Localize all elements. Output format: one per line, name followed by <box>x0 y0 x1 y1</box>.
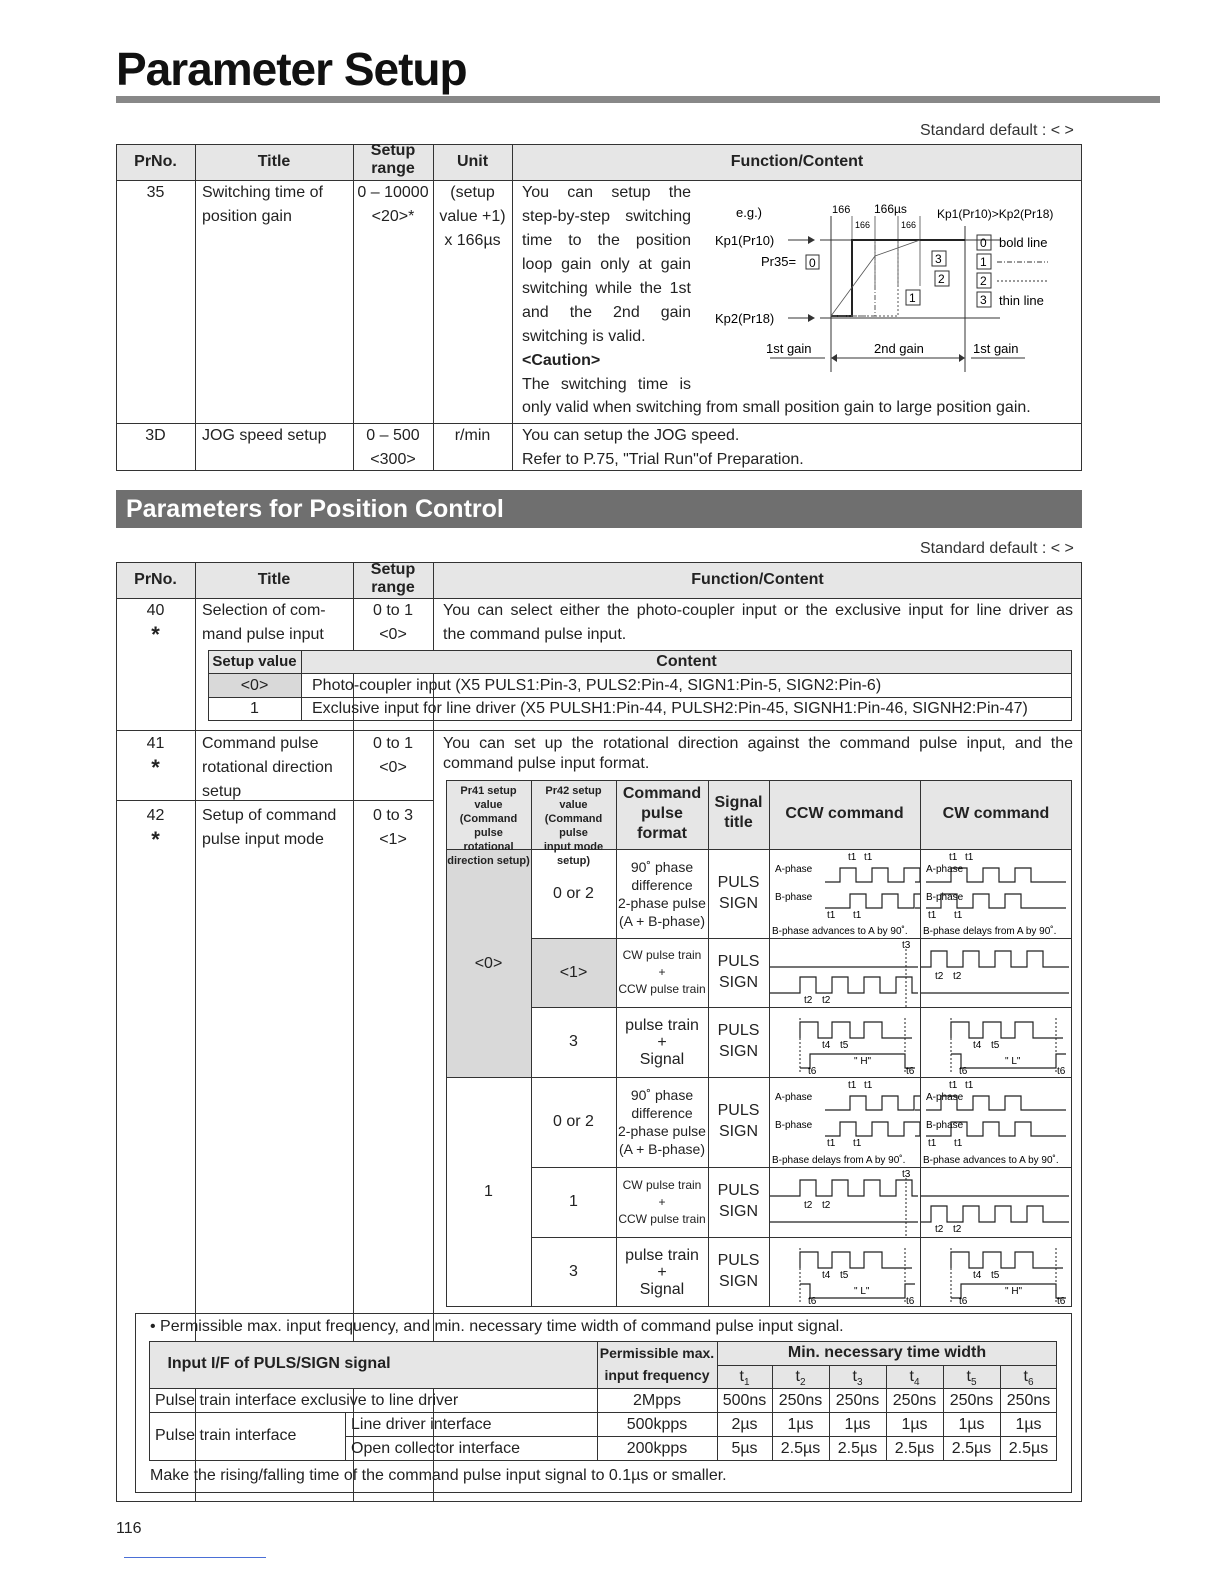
time-width-value: 5µs <box>731 1440 758 1457</box>
b-phase-label: B-phase <box>775 892 813 903</box>
time-width-value: 2.5µs <box>780 1440 821 1457</box>
time-column-header: $t_5$ <box>966 1368 977 1389</box>
svg-text:thin line: thin line <box>999 293 1044 308</box>
svg-text:3: 3 <box>980 293 987 307</box>
pr42-value: 3 <box>569 1263 578 1280</box>
svg-text:166: 166 <box>901 220 917 230</box>
row35-title: Switching time of position gain <box>202 184 323 225</box>
freq-row1-freq: 2Mpps <box>632 1392 682 1409</box>
pr41-group-1: 1 <box>484 1183 493 1200</box>
t6-label: t6 <box>808 1066 817 1077</box>
pr42-value: 1 <box>569 1193 578 1210</box>
t1-label: t1 <box>954 910 963 921</box>
sub-header-content: Content <box>656 653 717 670</box>
col-header-prno: PrNo. <box>134 153 177 170</box>
level-label: " H" <box>1005 1286 1023 1297</box>
pr42-value: 0 or 2 <box>553 1113 594 1130</box>
t6-label: t6 <box>1057 1296 1066 1307</box>
time-width-value: 250ns <box>835 1392 880 1409</box>
inner-header-ccw: CCW command <box>785 805 904 822</box>
svg-text:Pr35=: Pr35= <box>761 254 797 269</box>
inner-header-pr42: Pr42 setup value (Command pulse input mode setup) <box>543 785 604 867</box>
t2-label: t2 <box>953 1224 962 1235</box>
phase-caption: B-phase delays from A by 90˚. <box>923 926 1057 937</box>
freq-group-name: Pulse train interface <box>155 1427 297 1444</box>
freq-row2-name: Line driver interface <box>351 1416 492 1433</box>
time-width-value: 2µs <box>731 1416 758 1433</box>
row35-description: You can setup the step-by-step switching time to the position loop gain only at gain switching while the 1st and the 2nd gain switching is valid. <Caution> The switching time is <box>522 184 691 393</box>
row3d-range: 0 – 500 <300> <box>366 427 420 468</box>
svg-text:0: 0 <box>980 236 987 250</box>
svg-text:1st gain: 1st gain <box>973 341 1019 356</box>
ccw-waveform <box>770 939 920 1007</box>
freq-row2-freq: 500kpps <box>626 1416 688 1433</box>
freq-header-min-time: Min. necessary time width <box>787 1344 987 1361</box>
svg-text:bold line: bold line <box>999 235 1048 250</box>
svg-text:Kp2(Pr18): Kp2(Pr18) <box>715 311 775 326</box>
t1-label: t1 <box>864 852 873 863</box>
freq-row3-name: Open collector interface <box>351 1440 520 1457</box>
svg-text:Kp1(Pr10): Kp1(Pr10) <box>715 233 775 248</box>
time-column-header: $t_3$ <box>852 1368 863 1389</box>
footer-line <box>124 1557 266 1558</box>
time-width-value: 250ns <box>949 1392 994 1409</box>
signal-title: PULS SIGN <box>717 1102 760 1140</box>
t6-label: t6 <box>906 1296 915 1307</box>
col-header-setup-2: Setup range <box>370 561 416 596</box>
command-pulse-format: 90˚ phase difference 2-phase pulse (A + B-phase) <box>618 1087 706 1157</box>
time-width-value: 250ns <box>892 1392 937 1409</box>
svg-text:2: 2 <box>938 272 945 286</box>
t1-label: t1 <box>864 1080 873 1091</box>
a-phase-label: A-phase <box>926 1092 964 1103</box>
time-width-value: 2.5µs <box>1008 1440 1049 1457</box>
t1-label: t1 <box>827 910 836 921</box>
time-column-header: $t_2$ <box>795 1368 806 1389</box>
t1-label: t1 <box>965 1080 974 1091</box>
command-pulse-format: pulse train + Signal <box>625 1246 699 1298</box>
sub-row-content: Photo-coupler input (X5 PULS1:Pin-3, PULS2:Pin-4, SIGN1:Pin-5, SIGN2:Pin-6) <box>312 677 882 694</box>
time-column-header: $t_4$ <box>909 1368 920 1389</box>
t5-label: t5 <box>991 1040 1000 1051</box>
row3d-title: JOG speed setup <box>202 427 327 444</box>
freq-row3-freq: 200kpps <box>626 1440 688 1457</box>
phase-caption: B-phase delays from A by 90˚. <box>772 1155 906 1166</box>
t1-label: t1 <box>949 852 958 863</box>
t4-label: t4 <box>822 1270 831 1281</box>
pr42-value: 3 <box>569 1033 578 1050</box>
level-label: " H" <box>854 1056 872 1067</box>
t2-label: t2 <box>822 995 831 1006</box>
gain-switching-diagram <box>700 196 1080 376</box>
signal-title: PULS SIGN <box>717 1252 760 1290</box>
t1-label: t1 <box>928 1138 937 1149</box>
command-pulse-format: CW pulse train + CCW pulse train <box>618 948 706 996</box>
row40-title: Selection of com- mand pulse input <box>202 602 326 643</box>
row40-range: 0 to 1 <0> <box>372 602 414 643</box>
t5-label: t5 <box>840 1040 849 1051</box>
t4-label: t4 <box>822 1040 831 1051</box>
cw-waveform <box>921 850 1071 938</box>
svg-text:166: 166 <box>855 220 871 230</box>
col-header-function: Function/Content <box>730 153 864 170</box>
row35-prno: 35 <box>146 184 165 201</box>
time-width-value: 2.5µs <box>894 1440 935 1457</box>
time-width-value: 1µs <box>901 1416 928 1433</box>
svg-text:166µs: 166µs <box>874 202 907 216</box>
command-pulse-format: pulse train + Signal <box>625 1016 699 1068</box>
time-width-value: 250ns <box>1006 1392 1051 1409</box>
time-width-value: 1µs <box>844 1416 871 1433</box>
svg-text:2: 2 <box>980 274 987 288</box>
col-header-setup: Setup range <box>370 142 416 177</box>
standard-default-note-2: Standard default : < > <box>920 540 1074 557</box>
time-width-value: 2.5µs <box>951 1440 992 1457</box>
row41-description: You can set up the rotational direction against the command pulse input, and the command pulse input format. <box>443 735 1073 772</box>
svg-text:3: 3 <box>935 252 942 266</box>
row41-prno: 41 * <box>146 735 165 780</box>
t5-label: t5 <box>840 1270 849 1281</box>
t1-label: t1 <box>928 910 937 921</box>
signal-title: PULS SIGN <box>717 952 760 991</box>
row42-title: Setup of command pulse input mode <box>202 807 337 848</box>
time-width-value: 1µs <box>1015 1416 1042 1433</box>
time-width-value: 1µs <box>787 1416 814 1433</box>
t1-label: t1 <box>954 1138 963 1149</box>
row41-range: 0 to 1 <0> <box>372 735 414 776</box>
cw-waveform <box>921 1238 1071 1307</box>
inner-header-pr41: Pr41 setup value (Command pulse rotational direction setup) <box>447 785 530 867</box>
svg-text:166: 166 <box>832 204 851 216</box>
pr42-value: 0 or 2 <box>553 884 594 902</box>
freq-row1-name: Pulse train interface exclusive to line driver <box>155 1392 459 1409</box>
sub-row-content: Exclusive input for line driver (X5 PULSH1:Pin-44, PULSH2:Pin-45, SIGNH1:Pin-46, SIGNH2:Pin-47) <box>312 700 1028 717</box>
signal-title: PULS SIGN <box>717 1182 760 1220</box>
t6-label: t6 <box>959 1066 968 1077</box>
t1-label: t1 <box>853 1138 862 1149</box>
t2-label: t2 <box>935 1224 944 1235</box>
a-phase-label: A-phase <box>775 864 813 875</box>
command-pulse-format: 90˚ phase difference 2-phase pulse (A + B-phase) <box>618 858 706 929</box>
t6-label: t6 <box>808 1296 817 1307</box>
svg-text:1: 1 <box>980 255 987 269</box>
ccw-waveform <box>770 850 920 938</box>
svg-text:Kp1(Pr10)>Kp2(Pr18): Kp1(Pr10)>Kp2(Pr18) <box>937 207 1054 221</box>
inner-header-cw: CW command <box>942 805 1050 822</box>
standard-default-note: Standard default : < > <box>920 122 1074 139</box>
time-column-header: $t_6$ <box>1023 1368 1034 1389</box>
inner-header-signal: Signal title <box>714 794 763 831</box>
col-header-prno-2: PrNo. <box>134 571 177 588</box>
t1-label: t1 <box>853 910 862 921</box>
col-header-title: Title <box>257 153 291 170</box>
inner-header-command-format: Command pulse format <box>622 785 702 842</box>
page-number: 116 <box>116 1520 142 1537</box>
row35-range: 0 – 10000 <20>* <box>357 184 429 225</box>
freq-header-permissible: Permissible max. input frequency <box>599 1345 715 1383</box>
frequency-intro: • Permissible max. input frequency, and min. necessary time width of command pulse input signal. <box>150 1318 844 1335</box>
t2-label: t2 <box>804 995 813 1006</box>
title-rule <box>116 96 1160 103</box>
time-column-header: $t_1$ <box>739 1368 750 1389</box>
signal-title: PULS SIGN <box>717 873 760 912</box>
t6-label: t6 <box>959 1296 968 1307</box>
row40-description: You can select either the photo-coupler input or the exclusive input for line driver as the command pulse input. <box>443 602 1073 643</box>
row35-unit: (setup value +1) x 166µs <box>439 184 506 249</box>
cw-waveform <box>921 1168 1071 1237</box>
level-label: " L" <box>1005 1056 1021 1067</box>
cw-waveform <box>921 1008 1071 1077</box>
col-header-unit: Unit <box>456 153 489 170</box>
pr42-value: <1> <box>559 963 588 981</box>
section-title: Parameters for Position Control <box>116 490 1082 528</box>
svg-text:e.g.): e.g.) <box>736 205 763 220</box>
a-phase-label: A-phase <box>926 864 964 875</box>
level-label: " L" <box>854 1286 870 1297</box>
ccw-waveform <box>770 1078 920 1167</box>
row3d-prno: 3D <box>145 427 166 444</box>
ccw-waveform <box>770 1008 920 1077</box>
frequency-note: Make the rising/falling time of the command pulse input signal to 0.1µs or smaller. <box>150 1467 727 1484</box>
phase-caption: B-phase advances to A by 90˚. <box>923 1155 1059 1166</box>
row42-range: 0 to 3 <1> <box>372 807 414 848</box>
t2-label: t2 <box>953 971 962 982</box>
row41-title: Command pulse rotational direction setup <box>202 735 333 800</box>
svg-text:0: 0 <box>809 256 816 270</box>
row40-prno: 40 * <box>146 602 165 647</box>
t4-label: t4 <box>973 1040 982 1051</box>
t1-label: t1 <box>949 1080 958 1091</box>
freq-header-interface: Input I/F of PULS/SIGN signal <box>167 1355 391 1372</box>
time-width-value: 2.5µs <box>837 1440 878 1457</box>
b-phase-label: B-phase <box>926 1120 964 1131</box>
sub-header-setup-value: Setup value <box>212 653 297 670</box>
time-width-value: 250ns <box>778 1392 823 1409</box>
cw-waveform <box>921 1078 1071 1167</box>
b-phase-label: B-phase <box>775 1120 813 1131</box>
t6-label: t6 <box>1057 1066 1066 1077</box>
signal-title: PULS SIGN <box>717 1022 760 1060</box>
svg-text:1: 1 <box>909 291 916 305</box>
t2-label: t2 <box>822 1200 831 1211</box>
t3-label: t3 <box>902 940 911 951</box>
pr41-group-0: <0> <box>474 955 503 972</box>
col-header-function-2: Function/Content <box>691 571 824 588</box>
t1-label: t1 <box>848 852 857 863</box>
t2-label: t2 <box>935 971 944 982</box>
t4-label: t4 <box>973 1270 982 1281</box>
sub-row-value: 1 <box>250 700 259 717</box>
row42-prno: 42 * <box>146 807 165 852</box>
a-phase-label: A-phase <box>775 1092 813 1103</box>
phase-caption: B-phase advances to A by 90˚. <box>772 926 908 937</box>
t3-label: t3 <box>902 1169 911 1180</box>
row3d-unit: r/min <box>454 427 491 444</box>
t2-label: t2 <box>804 1200 813 1211</box>
t1-label: t1 <box>848 1080 857 1091</box>
row35-caution-text: only valid when switching from small position gain to large position gain. <box>522 399 1031 416</box>
t1-label: t1 <box>965 852 974 863</box>
time-width-value: 1µs <box>958 1416 985 1433</box>
col-header-title-2: Title <box>257 571 291 588</box>
svg-text:2nd gain: 2nd gain <box>874 341 924 356</box>
t1-label: t1 <box>827 1138 836 1149</box>
ccw-waveform <box>770 1238 920 1307</box>
t5-label: t5 <box>991 1270 1000 1281</box>
page-title: Parameter Setup <box>116 43 467 95</box>
caution-label: <Caution> <box>522 352 601 369</box>
t6-label: t6 <box>906 1066 915 1077</box>
cw-waveform <box>921 939 1071 1007</box>
command-pulse-format: CW pulse train + CCW pulse train <box>618 1177 706 1226</box>
ccw-waveform <box>770 1168 920 1237</box>
row3d-description: You can setup the JOG speed. Refer to P.75, "Trial Run"of Preparation. <box>522 427 804 468</box>
svg-text:1st gain: 1st gain <box>766 341 812 356</box>
sub-row-value: <0> <box>240 677 269 694</box>
b-phase-label: B-phase <box>926 892 964 903</box>
time-width-value: 500ns <box>722 1392 767 1409</box>
